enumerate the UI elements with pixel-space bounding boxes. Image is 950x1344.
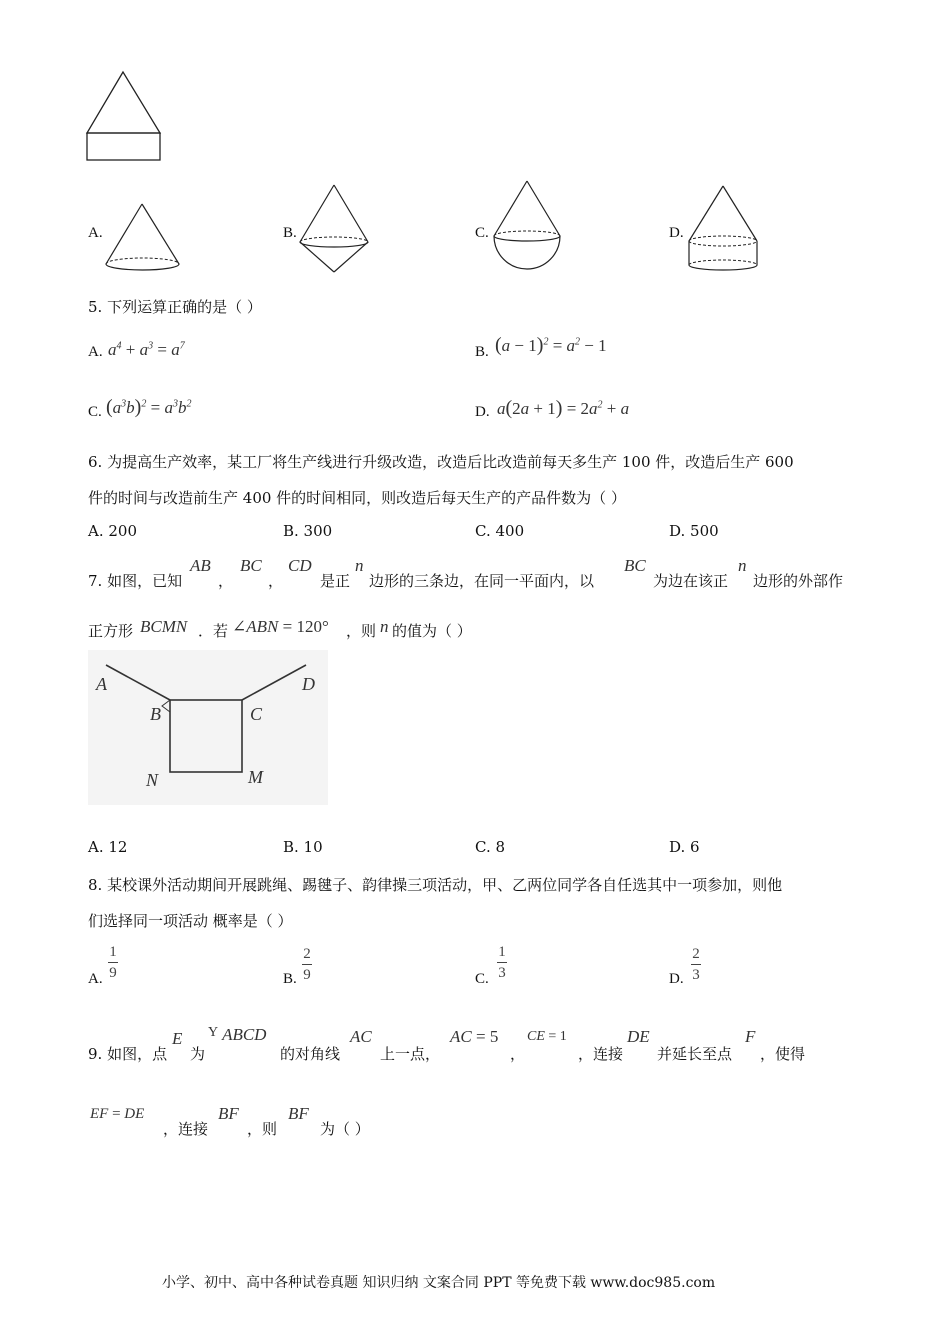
q9-math-f: F xyxy=(745,1027,756,1046)
q7-option-c: C. 8 xyxy=(475,838,506,856)
q8-option-a-fraction: 1 9 xyxy=(109,944,117,981)
q9-text-4: 上一点， xyxy=(380,1045,441,1063)
q7-math-bcmn: BCMN xyxy=(140,617,188,636)
option-a-cone-figure xyxy=(100,200,190,280)
q9-text-1: 9. 如图，点 xyxy=(88,1045,168,1063)
q7-option-a: A. 12 xyxy=(88,838,128,856)
q8-option-a-letter: A. xyxy=(88,971,103,987)
q7-line2-text-c: ，则 xyxy=(346,622,377,640)
q9-math-parallelogram: $^Y$ ABCD xyxy=(208,1025,267,1044)
q7-label-m: M xyxy=(248,767,263,787)
q7-label-d: D xyxy=(302,674,315,694)
q7-label-n: N xyxy=(146,770,159,790)
q7-label-b: B xyxy=(150,704,161,724)
page-footer: 小学、初中、高中各种试卷真题 知识归纳 文案合同 PPT 等免费下载 www.doc985.com xyxy=(162,1275,716,1291)
q5-option-d-expression: $a(2a + 1) = 2a^2 + a$ xyxy=(497,397,630,419)
q8-option-d-fraction: 2 3 xyxy=(692,946,700,983)
q9-math-e: E xyxy=(172,1029,183,1048)
q5-option-a-letter: A. xyxy=(88,344,103,360)
q7-math-cd: CD xyxy=(288,556,312,575)
q7-math-angle: ∠ABN = 120° xyxy=(232,617,329,636)
q7-text-3: ， xyxy=(268,572,284,590)
option-c-letter: C. xyxy=(475,225,489,241)
q6-line2: 件的时间与改造前生产 400 件的时间相同，则改造后每天生产的产品件数为（ ） xyxy=(88,489,626,507)
q9-math-ef-eq-de: EF = DE xyxy=(90,1106,145,1122)
q6-option-d: D. 500 xyxy=(669,522,719,540)
q9-math-ac: AC xyxy=(350,1027,372,1046)
q5-option-d-letter: D. xyxy=(475,404,490,420)
q9-text-7: 并延长至点 xyxy=(657,1045,733,1063)
q8-option-b-fraction: 2 9 xyxy=(303,946,311,983)
q8-option-c-fraction: 1 3 xyxy=(498,944,506,981)
q7-math-n1: n xyxy=(355,556,364,575)
q7-option-d: D. 6 xyxy=(669,838,700,856)
q7-option-b: B. 10 xyxy=(283,838,323,856)
q9-line2-text-c: 为（ ） xyxy=(320,1120,370,1138)
q7-text-1: 7. 如图，已知 xyxy=(88,572,183,590)
option-b-letter: B. xyxy=(283,225,297,241)
q9-text-2: 为 xyxy=(190,1045,206,1063)
q7-math-n2: n xyxy=(738,556,747,575)
q9-math-de: DE xyxy=(627,1027,650,1046)
q7-text-6: 为边在该正 xyxy=(653,572,729,590)
q8-option-b-letter: B. xyxy=(283,971,297,987)
q8-option-c-letter: C. xyxy=(475,971,489,987)
q9-text-6: ，连接 xyxy=(578,1045,624,1063)
q5-stem: 5. 下列运算正确的是（ ） xyxy=(88,298,262,316)
q7-math-n3: n xyxy=(380,617,389,636)
q9-line2-text-b: ，则 xyxy=(247,1120,278,1138)
q6-line1: 6. 为提高生产效率，某工厂将生产线进行升级改造，改造后比改造前每天多生产 100 件，改造后生产 600 xyxy=(88,453,794,471)
option-b-double-cone-figure xyxy=(298,183,378,278)
q6-option-a: A. 200 xyxy=(88,522,137,540)
q5-option-a-expression: $a^4 + a^3 = a^7$ xyxy=(108,340,185,359)
q7-line2-text-d: 的值为（ ） xyxy=(392,622,472,640)
q9-text-8: ，使得 xyxy=(760,1045,806,1063)
q5-option-c-letter: C. xyxy=(88,404,102,420)
q8-option-d-letter: D. xyxy=(669,971,684,987)
q6-option-b: B. 300 xyxy=(283,522,333,540)
option-d-letter: D. xyxy=(669,225,684,241)
option-d-cone-cylinder-figure xyxy=(686,183,766,278)
q9-math-ac-eq-5: AC = 5 xyxy=(450,1027,499,1046)
q7-math-bc2: BC xyxy=(624,556,646,575)
q7-text-7: 边形的外部作 xyxy=(753,572,844,590)
option-c-cone-hemisphere-figure xyxy=(490,178,570,278)
q7-label-a: A xyxy=(96,674,107,694)
q7-label-c: C xyxy=(250,704,263,724)
q7-text-4: 是正 xyxy=(320,572,351,590)
q9-math-ce-eq-1: CE = 1 xyxy=(527,1029,567,1044)
q7-text-5: 边形的三条边，在同一平面内，以 xyxy=(369,572,595,590)
q5-option-b-letter: B. xyxy=(475,344,489,360)
q6-option-c: C. 400 xyxy=(475,522,525,540)
q8-line1: 8. 某校课外活动期间开展跳绳、踢毽子、韵律操三项活动，甲、乙两位同学各自任选其中一项参加，则他 xyxy=(88,876,783,894)
q7-figure xyxy=(88,650,328,805)
q9-line2-text-a: ，连接 xyxy=(163,1120,209,1138)
q7-line2-text-b: ．若 xyxy=(198,622,229,640)
q9-text-3: 的对角线 xyxy=(280,1045,341,1063)
q8-line2: 们选择同一项活动 概率是（ ） xyxy=(88,912,293,930)
option-a-letter: A. xyxy=(88,225,103,241)
q7-line2-text-a: 正方形 xyxy=(88,622,134,640)
q5-option-c-expression: $(a^3b)^2 = a^3b^2$ xyxy=(106,396,192,418)
q5-option-b-expression: $(a - 1)^2 = a^2 - 1$ xyxy=(495,334,607,356)
q7-text-2: ， xyxy=(218,572,234,590)
three-view-figure xyxy=(80,68,170,168)
q7-math-bc: BC xyxy=(240,556,262,575)
q9-math-bf: BF xyxy=(218,1104,239,1123)
q9-text-5: ， xyxy=(510,1045,526,1063)
q7-math-ab: AB xyxy=(190,556,211,575)
q9-math-bf2: BF xyxy=(288,1104,309,1123)
